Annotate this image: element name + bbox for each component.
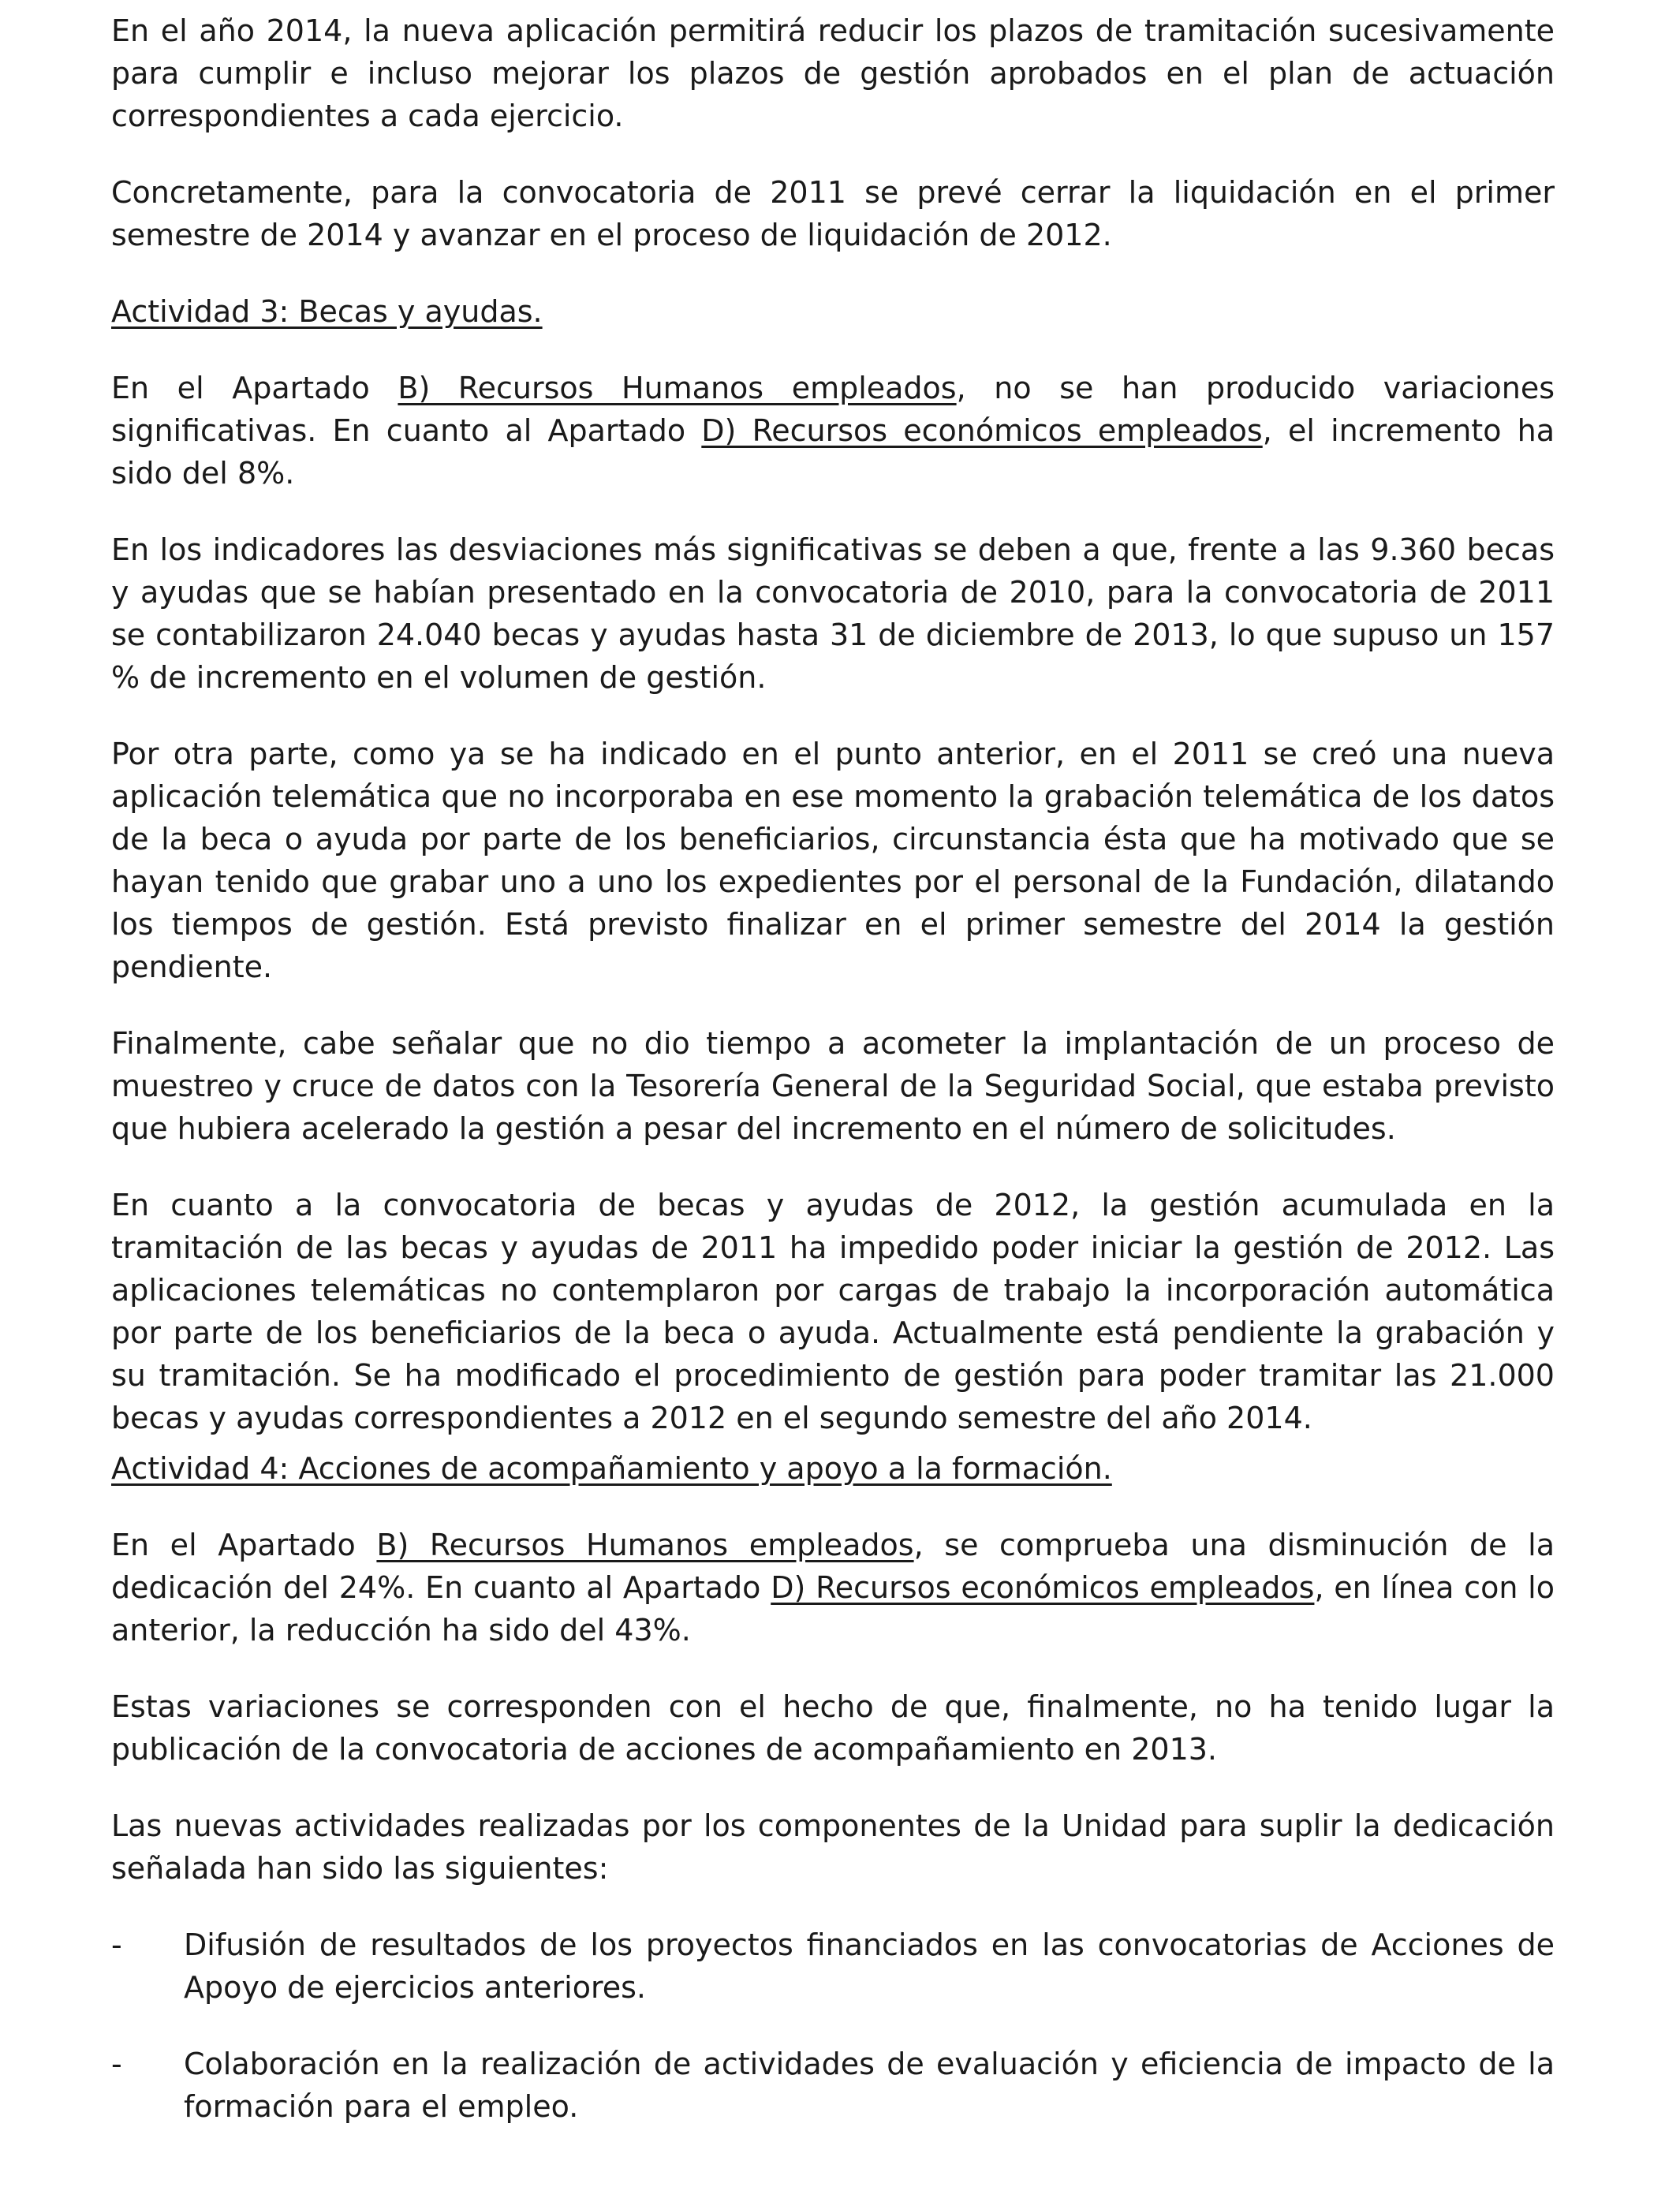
section-heading-actividad-4: Actividad 4: Acciones de acompañamiento y apoyo a la formación.	[111, 1451, 1112, 1486]
underlined-reference: D) Recursos económicos empleados	[771, 1570, 1315, 1605]
paragraph: Finalmente, cabe señalar que no dio tiempo a acometer la implantación de un proceso de muestreo y cruce de datos con la Tesorería General de la Seguridad Social, que estaba previsto que hubiera acelerado la gestión a pesar del incremento en el número de solicitudes.	[111, 1026, 1555, 1146]
document-page	[111, 9, 1555, 2162]
underlined-reference: D) Recursos económicos empleados	[701, 413, 1263, 448]
paragraph: En los indicadores las desviaciones más significativas se deben a que, frente a las 9.360 becas y ayudas que se habían presentado en la convocatoria de 2010, para la convocatoria de 2011 se contabilizaron 24.040 becas y ayudas hasta 31 de diciembre de 2013, lo que supuso un 157 % de incremento en el volumen de gestión.	[111, 532, 1555, 695]
paragraph: En el año 2014, la nueva aplicación permitirá reducir los plazos de tramitación sucesivamente para cumplir e incluso mejorar los plazos de gestión aprobados en el plan de actuación correspondientes a cada ejercicio.	[111, 13, 1555, 133]
list-item	[111, 2043, 1555, 2128]
list-item-text: Difusión de resultados de los proyectos financiados en las convocatorias de Acciones de Apoyo de ejercicios anteriores.	[184, 1927, 1555, 2005]
text: En el Apartado	[111, 371, 398, 405]
paragraph: En cuanto a la convocatoria de becas y ayudas de 2012, la gestión acumulada en la tramitación de las becas y ayudas de 2011 ha impedido poder iniciar la gestión de 2012. Las aplicaciones telemáticas no contemplaron por cargas de trabajo la incorporación automática por parte de los beneficiarios de la beca o ayuda. Actualmente está pendiente la grabación y su tramitación. Se ha modificado el procedimiento de gestión para poder tramitar las 21.000 becas y ayudas correspondientes a 2012 en el segundo semestre del año 2014.	[111, 1188, 1555, 1435]
paragraph	[111, 367, 1555, 494]
list-item	[111, 1924, 1555, 2009]
underlined-reference: B) Recursos Humanos empleados	[398, 371, 957, 405]
paragraph: Concretamente, para la convocatoria de 2011 se prevé cerrar la liquidación en el primer semestre de 2014 y avanzar en el proceso de liquidación de 2012.	[111, 175, 1555, 252]
section-heading-actividad-3: Actividad 3: Becas y ayudas.	[111, 294, 543, 329]
paragraph: Estas variaciones se corresponden con el hecho de que, finalmente, no ha tenido lugar la publicación de la convocatoria de acciones de acompañamiento en 2013.	[111, 1689, 1555, 1767]
text: , se comprueba una disminución de la dedicación del 24%. En cuanto al Apartado	[111, 1528, 1555, 1605]
dash-list	[111, 1924, 1555, 2128]
text: En el Apartado	[111, 1528, 377, 1562]
dash-bullet: -	[111, 1927, 122, 1962]
underlined-reference: B) Recursos Humanos empleados	[376, 1528, 914, 1562]
paragraph: Por otra parte, como ya se ha indicado en el punto anterior, en el 2011 se creó una nueva aplicación telemática que no incorporaba en ese momento la grabación telemática de los datos de la beca o ayuda por parte de los beneficiarios, circunstancia ésta que ha motivado que se hayan tenido que grabar uno a uno los expedientes por el personal de la Fundación, dilatando los tiempos de gestión. Está previsto finalizar en el primer semestre del 2014 la gestión pendiente.	[111, 737, 1555, 984]
text: , no se han producido variaciones significativas. En cuanto al Apartado	[111, 371, 1555, 448]
text: , en línea con lo anterior, la reducción ha sido del 43%.	[111, 1570, 1555, 1648]
list-item-text: Colaboración en la realización de actividades de evaluación y eficiencia de impacto de la formación para el empleo.	[184, 2047, 1555, 2124]
paragraph	[111, 1524, 1555, 1651]
dash-bullet: -	[111, 2047, 122, 2081]
paragraph: Las nuevas actividades realizadas por los componentes de la Unidad para suplir la dedicación señalada han sido las siguientes:	[111, 1808, 1555, 1886]
text: , el incremento ha sido del 8%.	[111, 413, 1555, 491]
